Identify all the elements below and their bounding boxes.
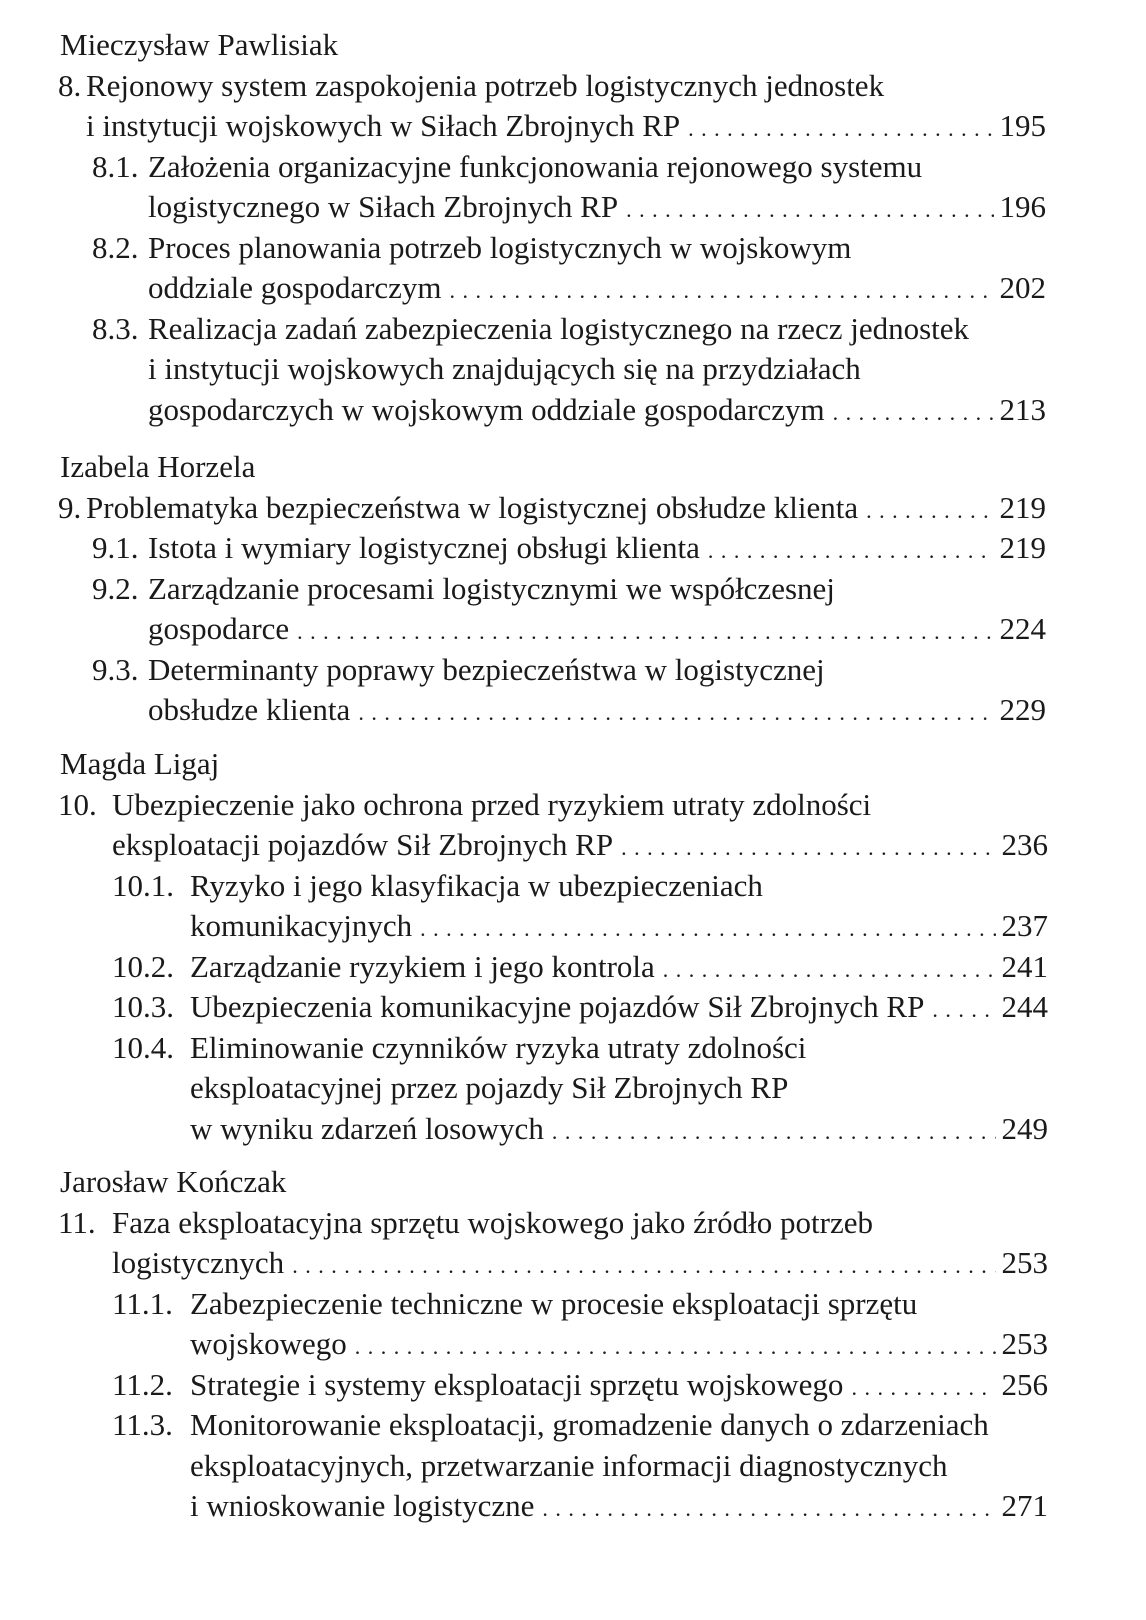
chapter-entry-title: eksploatacji pojazdów Sił Zbrojnych RP	[112, 827, 614, 862]
subchapter-entry-title: Istota i wymiary logistycznej obsługi klienta	[148, 530, 700, 565]
subchapter-entry-title: obsłudze klienta	[148, 692, 351, 727]
chapter-entry-title: i instytucji wojskowych w Siłach Zbrojnych RP	[86, 108, 681, 143]
subchapter-entry-number: 11.1.	[112, 1285, 173, 1321]
subchapter-entry-page-number: 219	[999, 530, 1046, 565]
subchapter-entry-number: 8.1.	[92, 148, 139, 184]
subchapter-entry-page-number: 237	[1001, 908, 1048, 943]
subchapter-entry-line	[112, 1027, 1048, 1068]
subchapter-entry-line	[112, 865, 1048, 906]
subchapter-entry-line	[92, 568, 1046, 609]
subchapter-entry-page-number: 241	[1001, 948, 1048, 984]
author-name: Jarosław Kończak	[60, 1164, 287, 1199]
subchapter-entry-title: Ubezpieczenia komunikacyjne pojazdów Sił Zbrojnych RP	[190, 989, 925, 1024]
leader-dots	[626, 189, 993, 230]
subchapter-entry-number: 10.2.	[112, 948, 174, 984]
subchapter-entry-page-number: 196	[999, 189, 1046, 224]
chapter-entry-page-number: 195	[999, 108, 1046, 143]
subchapter-entry-line	[92, 308, 1046, 349]
subchapter-entry-number: 9.3.	[92, 651, 139, 687]
chapter-entry-line	[58, 1202, 1048, 1243]
subchapter-entry-line	[112, 1404, 1048, 1445]
leader-dots	[932, 989, 995, 1030]
leader-dots	[688, 108, 993, 149]
subchapter-entry-line	[92, 146, 1046, 187]
subchapter-entry-line	[190, 1108, 1048, 1152]
leader-dots	[663, 949, 996, 990]
subchapter-entry-line	[148, 608, 1046, 652]
leader-dots	[355, 1326, 996, 1367]
subchapter-entry-number: 9.1.	[92, 530, 139, 565]
leader-dots	[297, 611, 993, 652]
leader-dots	[866, 490, 993, 531]
subchapter-entry-line	[190, 1067, 1048, 1108]
leader-dots	[292, 1245, 995, 1286]
chapter-entry-line	[58, 65, 1046, 106]
chapter-entry-title: Faza eksploatacyjna sprzętu wojskowego jako źródło potrzeb	[112, 1204, 873, 1240]
chapter-entry-number: 9.	[58, 489, 82, 525]
subchapter-entry-line	[92, 649, 1046, 690]
subchapter-entry-title: gospodarce	[148, 611, 290, 646]
chapter-entry-page-number: 236	[1001, 827, 1048, 862]
subchapter-entry-line	[92, 527, 1046, 571]
subchapter-entry-title: oddziale gospodarczym	[148, 270, 442, 305]
author-name: Izabela Horzela	[60, 449, 256, 484]
subchapter-entry-title: Założenia organizacyjne funkcjonowania rejonowego systemu	[148, 148, 923, 184]
subchapter-entry-title: i wnioskowanie logistyczne	[190, 1488, 535, 1523]
chapter-entry-line	[112, 1242, 1048, 1286]
subchapter-entry-number: 8.2.	[92, 229, 139, 265]
subchapter-entry-line	[148, 267, 1046, 311]
leader-dots	[450, 270, 994, 311]
subchapter-entry-title: eksploatacyjnej przez pojazdy Sił Zbrojnych RP	[190, 1070, 789, 1105]
subchapter-entry-title: Realizacja zadań zabezpieczenia logistycznego na rzecz jednostek	[148, 310, 970, 346]
subchapter-entry-title: gospodarczych w wojskowym oddziale gospodarczym	[148, 391, 825, 427]
chapter-entry-page-number: 219	[999, 489, 1046, 525]
subchapter-entry-page-number: 271	[1001, 1488, 1048, 1523]
subchapter-entry-line	[92, 227, 1046, 268]
subchapter-entry-number: 8.3.	[92, 310, 139, 346]
subchapter-entry-number: 9.2.	[92, 570, 139, 606]
subchapter-entry-title: Zabezpieczenie techniczne w procesie eksploatacji sprzętu	[190, 1285, 918, 1321]
subchapter-entry-page-number: 256	[1001, 1366, 1048, 1402]
subchapter-entry-line	[148, 348, 1046, 389]
leader-dots	[542, 1488, 995, 1529]
subchapter-entry-title: Strategie i systemy eksploatacji sprzętu wojskowego	[190, 1366, 844, 1402]
subchapter-entry-title: i instytucji wojskowych znajdujących się na przydziałach	[148, 351, 861, 386]
subchapter-entry-page-number: 244	[1001, 989, 1048, 1024]
subchapter-entry-line	[148, 689, 1046, 733]
subchapter-entry-title: eksploatacyjnych, przetwarzanie informacji diagnostycznych	[190, 1447, 948, 1483]
subchapter-entry-line	[112, 1364, 1048, 1408]
subchapter-entry-number: 11.3.	[112, 1407, 173, 1442]
subchapter-entry-title: Monitorowanie eksploatacji, gromadzenie danych o zdarzeniach	[190, 1407, 989, 1442]
subchapter-entry-title: Eliminowanie czynników ryzyka utraty zdolności	[190, 1029, 807, 1065]
subchapter-entry-line	[148, 389, 1046, 433]
subchapter-entry-number: 10.1.	[112, 867, 174, 903]
subchapter-entry-page-number: 229	[999, 692, 1046, 727]
leader-dots	[851, 1367, 995, 1408]
chapter-entry-line	[58, 784, 1048, 825]
subchapter-entry-line	[112, 1283, 1048, 1324]
subchapter-entry-title: logistycznego w Siłach Zbrojnych RP	[148, 189, 619, 224]
chapter-entry-title: Problematyka bezpieczeństwa w logistycznej obsłudze klienta	[86, 489, 859, 525]
subchapter-entry-page-number: 253	[1001, 1326, 1048, 1361]
subchapter-entry-page-number: 224	[999, 611, 1046, 646]
subchapter-entry-title: Ryzyko i jego klasyfikacja w ubezpieczeniach	[190, 867, 763, 903]
subchapter-entry-line	[112, 986, 1048, 1030]
subchapter-entry-line	[148, 186, 1046, 230]
leader-dots	[833, 392, 994, 433]
subchapter-entry-number: 10.3.	[112, 989, 174, 1024]
subchapter-entry-title: Determinanty poprawy bezpieczeństwa w logistycznej	[148, 651, 825, 687]
chapter-entry-line	[112, 824, 1048, 868]
leader-dots	[358, 692, 993, 733]
subchapter-entry-page-number: 249	[1001, 1110, 1048, 1146]
author-name: Mieczysław Pawlisiak	[60, 27, 339, 62]
chapter-entry-line	[58, 487, 1046, 531]
chapter-entry-line	[86, 105, 1046, 149]
leader-dots	[552, 1111, 996, 1152]
subchapter-entry-line	[190, 1445, 1048, 1486]
subchapter-entry-page-number: 213	[999, 391, 1046, 427]
chapter-entry-number: 10.	[58, 786, 97, 822]
subchapter-entry-line	[190, 1485, 1048, 1529]
subchapter-entry-line	[190, 1323, 1048, 1367]
subchapter-entry-title: Zarządzanie ryzykiem i jego kontrola	[190, 948, 655, 984]
subchapter-entry-number: 11.2.	[112, 1366, 173, 1402]
subchapter-entry-number: 10.4.	[112, 1029, 174, 1065]
subchapter-entry-line	[190, 905, 1048, 949]
subchapter-entry-title: wojskowego	[190, 1326, 347, 1361]
chapter-entry-title: Ubezpieczenie jako ochrona przed ryzykiem utraty zdolności	[112, 786, 872, 822]
chapter-entry-title: logistycznych	[112, 1245, 285, 1280]
chapter-entry-title: Rejonowy system zaspokojenia potrzeb logistycznych jednostek	[86, 67, 885, 103]
subchapter-entry-title: Proces planowania potrzeb logistycznych w wojskowym	[148, 229, 852, 265]
author-name: Magda Ligaj	[60, 746, 220, 781]
subchapter-entry-page-number: 202	[999, 270, 1046, 305]
chapter-entry-number: 11.	[58, 1204, 96, 1240]
chapter-entry-page-number: 253	[1001, 1245, 1048, 1280]
leader-dots	[621, 827, 995, 868]
leader-dots	[420, 908, 995, 949]
subchapter-entry-title: w wyniku zdarzeń losowych	[190, 1110, 544, 1146]
leader-dots	[708, 530, 994, 571]
chapter-entry-number: 8.	[58, 67, 82, 103]
subchapter-entry-title: komunikacyjnych	[190, 908, 413, 943]
subchapter-entry-title: Zarządzanie procesami logistycznymi we współczesnej	[148, 570, 835, 606]
subchapter-entry-line	[112, 946, 1048, 990]
